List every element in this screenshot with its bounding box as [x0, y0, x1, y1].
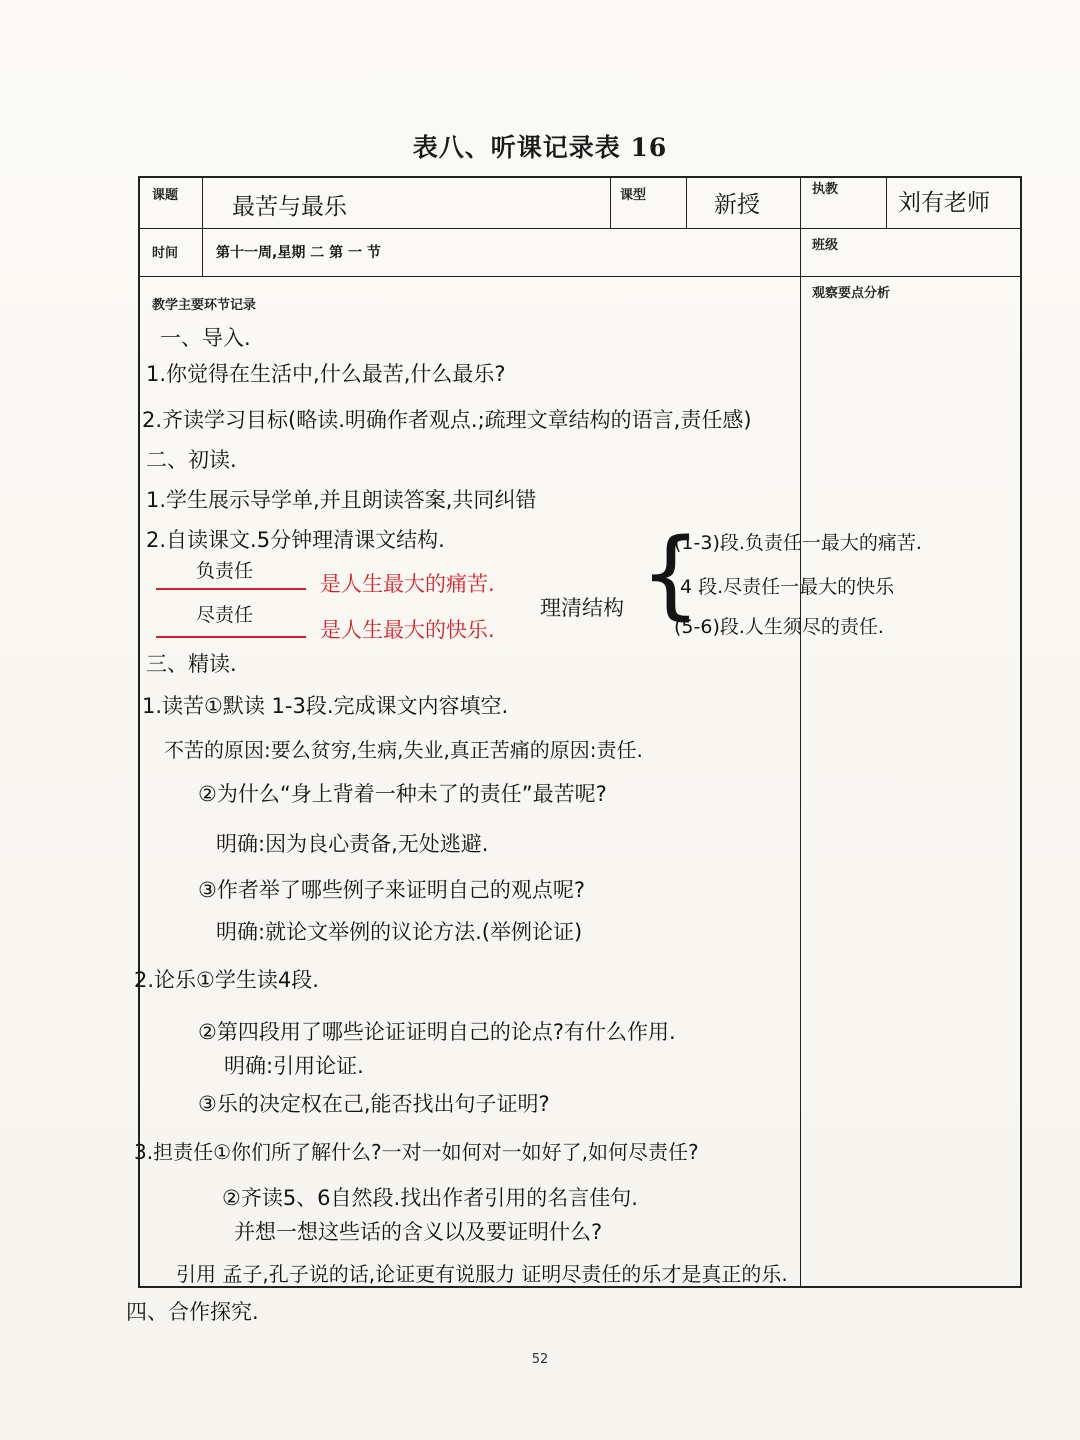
topic-type-divider: [610, 178, 611, 228]
section-3-item-9: 明确:引用论证.: [224, 1054, 364, 1078]
analysis-column-divider: [800, 178, 801, 1288]
type-label: 课型: [620, 188, 647, 203]
structure-part-2: 4 段.尽责任一最大的快乐: [680, 576, 895, 598]
type-value-divider: [686, 178, 687, 228]
section-3-item-11: 3.担责任①你们所了解什么?一对一如何对一如好了,如何尽责任?: [134, 1140, 699, 1164]
teacher-label: 执教: [812, 182, 839, 197]
page-number: 52: [531, 1352, 549, 1367]
section-3-item-6: 明确:就论文举例的议论方法.(举例论证): [216, 920, 583, 944]
section-3-item-14: 引用 孟子,孔子说的话,论证更有说服力 证明尽责任的乐才是真正的乐.: [176, 1262, 788, 1286]
section-2-heading: 二、初读.: [146, 448, 237, 472]
header-bottom-divider: [140, 276, 1022, 277]
section-3-item-7: 2.论乐①学生读4段.: [134, 968, 319, 992]
section-2-item-2: 2.自读课文.5分钟理清课文结构.: [146, 528, 445, 552]
topic-label: 课题: [152, 188, 179, 203]
section-3-heading: 三、精读.: [146, 652, 237, 676]
fill-blank-line-1: [156, 588, 306, 590]
section-3-item-8: ②第四段用了哪些论证证明自己的论点?有什么作用.: [198, 1020, 676, 1044]
responsibility-answer-2: 是人生最大的快乐.: [320, 618, 495, 642]
section-3-item-12: ②齐读5、6自然段.找出作者引用的名言佳句.: [222, 1186, 638, 1210]
type-value: 新授: [714, 192, 760, 218]
responsibility-term-1: 负责任: [196, 560, 254, 582]
section-3-item-5: ③作者举了哪些例子来证明自己的观点呢?: [198, 878, 585, 902]
section-4-heading: 四、合作探究.: [126, 1300, 259, 1324]
lesson-record-table: [134, 176, 1022, 1288]
section-1-heading: 一、导入.: [160, 326, 251, 350]
label-column-divider: [202, 178, 203, 276]
section-1-item-1: 1.你觉得在生活中,什么最苦,什么最乐?: [146, 362, 506, 386]
time-value: 第十一周,星期 二 第 一 节: [216, 245, 381, 261]
section-3-item-10: ③乐的决定权在己,能否找出句子证明?: [198, 1092, 550, 1116]
structure-label: 理清结构: [540, 596, 624, 620]
analysis-label: 观察要点分析: [812, 286, 891, 301]
section-3-item-13: 并想一想这些话的含义以及要证明什么?: [234, 1220, 603, 1244]
class-label: 班级: [812, 238, 839, 253]
responsibility-answer-1: 是人生最大的痛苦.: [320, 572, 495, 596]
section-1-item-2: 2.齐读学习目标(略读.明确作者观点.;疏理文章结构的语言,责任感): [142, 408, 752, 432]
section-3-item-2: 不苦的原因:要么贫穷,生病,失业,真正苦痛的原因:责任.: [164, 738, 643, 762]
responsibility-term-2: 尽责任: [196, 604, 254, 626]
time-label: 时间: [152, 246, 179, 261]
fill-blank-line-2: [156, 636, 306, 638]
teacher-value-divider: [886, 178, 887, 228]
teacher-value: 刘有老师: [898, 190, 990, 216]
header-row-divider: [140, 228, 1022, 229]
structure-part-1: (1-3)段.负责任一最大的痛苦.: [674, 532, 922, 554]
structure-brace: {: [640, 518, 702, 630]
section-3-item-3: ②为什么“身上背着一种未了的责任”最苦呢?: [198, 782, 607, 806]
structure-part-3: (5-6)段.人生须尽的责任.: [674, 616, 884, 638]
form-title: 表八、听课记录表 16: [412, 133, 668, 162]
section-3-item-1: 1.读苦①默读 1-3段.完成课文内容填空.: [142, 694, 509, 718]
section-2-item-1: 1.学生展示导学单,并且朗读答案,共同纠错: [146, 488, 537, 512]
section-3-item-4: 明确:因为良心责备,无处逃避.: [216, 832, 489, 856]
record-label: 教学主要环节记录: [152, 298, 257, 313]
topic-value: 最苦与最乐: [232, 194, 347, 220]
